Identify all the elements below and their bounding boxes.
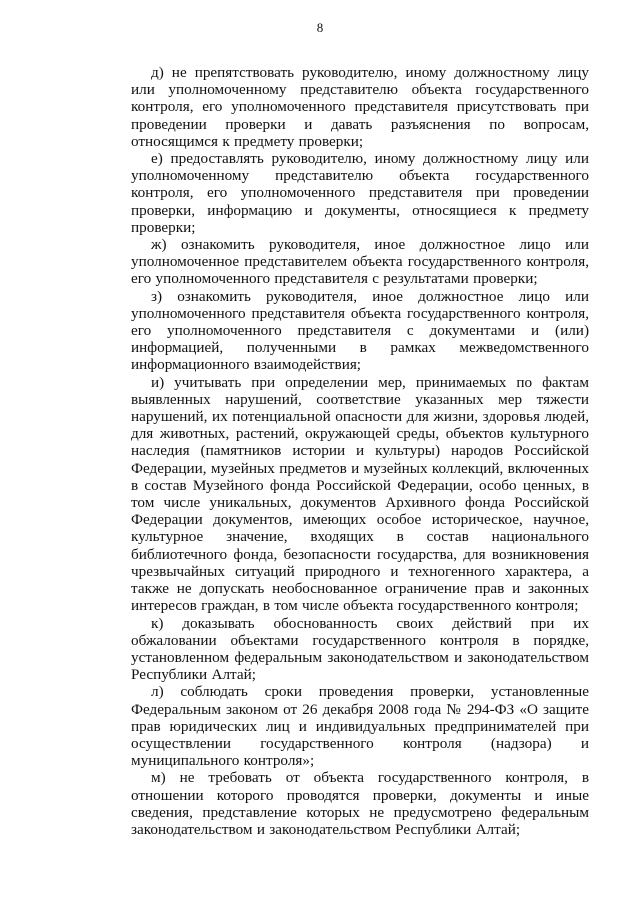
- paragraph-d: д) не препятствовать руководителю, иному должностному лицу или уполномоченному представителю объекта государственного контроля, его уполномоченного представителя присутствовать при проведении проверки и давать разъяснения по вопросам, относящимся к предмету проверки;: [131, 64, 589, 150]
- document-body: [131, 64, 589, 838]
- page-number: 8: [316, 20, 324, 35]
- paragraph-k: к) доказывать обоснованность своих действий при их обжаловании объектами государственного контроля в порядке, установленном федеральным законодательством и законодательством Республики Алтай;: [131, 614, 589, 684]
- paragraph-l: л) соблюдать сроки проведения проверки, установленные Федеральным законом от 26 декабря 2008 года № 294-ФЗ «О защите прав юридических лиц и индивидуальных предпринимателей при осуществлении государственного контроля (надзора) и муниципального контроля»;: [131, 683, 589, 770]
- paragraph-zh: ж) ознакомить руководителя, иное должностное лицо или уполномоченное представителем объекта государственного контроля, его уполномоченного представителя с результатами проверки;: [131, 236, 589, 288]
- paragraph-m: м) не требовать от объекта государственного контроля, в отношении которого проводятся проверки, документы и иные сведения, представление которых не предусмотрено федеральным законодательством и законодательством Республики Алтай;: [131, 769, 589, 838]
- paragraph-z: з) ознакомить руководителя, иное должностное лицо или уполномоченного представителя объекта государственного контроля, его уполномоченного представителя с документами и (или) информацией, полученными в рамках межведомственного информационного взаимодействия;: [131, 287, 589, 374]
- paragraph-i: и) учитывать при определении мер, принимаемых по фактам выявленных нарушений, соответствие указанных мер тяжести нарушений, их потенциальной опасности для жизни, здоровья людей, для животных, растений, окружающей среды, объектов культурного наследия (памятников истории и культуры) народов Российской Федерации, музейных предметов и музейных коллекций, включенных в состав Музейного фонда Российской Федерации, особо ценных, в том числе уникальных, документов Архивного фонда Российской Федерации документов, имеющих особое историческое, научное, культурное значение, входящих в состав национального библиотечного фонда, безопасности государства, для возникновения чрезвычайных ситуаций природного и техногенного характера, а также не допускать необоснованное ограничение прав и законных интересов граждан, в том числе объекта государственного контроля;: [131, 373, 589, 615]
- paragraph-e: е) предоставлять руководителю, иному должностному лицу или уполномоченному представителю объекта государственного контроля, его уполномоченного представителя при проведении проверки, информацию и документы, относящиеся к предмету проверки;: [131, 150, 589, 236]
